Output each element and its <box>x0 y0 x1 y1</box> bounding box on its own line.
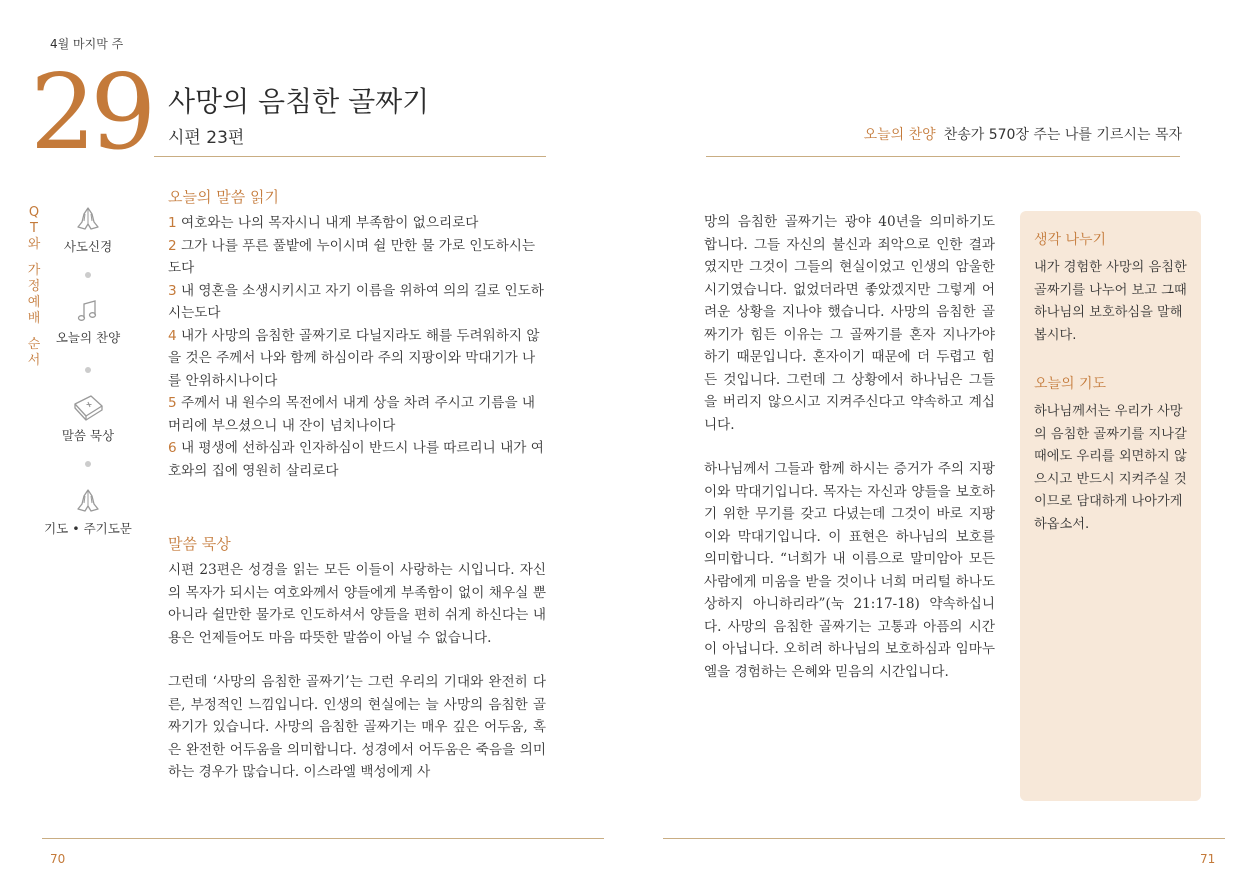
verse-number: 2 <box>168 237 177 254</box>
vertical-char: 배 <box>27 311 41 326</box>
meditation-paragraph: 망의 음침한 골짜기는 광야 40년을 의미하기도 합니다. 그들 자신의 불신과 죄악으로 인한 결과였지만 그것이 그들의 현실이었고 인생의 암울한 시기였습니다. 없었더라면 좋았겠지만 그렇게 어려운 상황을 지나야 했습니다. 사망의 음침한 골짜기가 힘든 이유는 그 골짜기를 혼자 지나가야 하기 때문입니다. 혼자이기 때문에 더 두렵고 힘든 것입니다. 그런데 그 상황에서 하나님은 그들을 버리지 않으시고 지켜주신다고 약속하고 계십니다. <box>704 214 995 433</box>
verse-number: 3 <box>168 282 177 299</box>
verse <box>168 280 548 325</box>
verse-number: 1 <box>168 215 177 231</box>
verse-text: 그가 나를 푸른 풀밭에 누이시며 쉴 만한 물 가로 인도하시는도다 <box>168 237 536 276</box>
sidebar-dot <box>85 272 91 278</box>
header-divider-right <box>706 156 1180 157</box>
verse-number: 5 <box>168 395 177 411</box>
verse-text: 내 평생에 선하심과 인자하심이 반드시 나를 따르리니 내가 여호와의 집에 영원히 살리로다 <box>168 440 544 479</box>
verse <box>168 392 548 437</box>
verse <box>168 437 548 482</box>
week-label: 4월 마지막 주 <box>50 37 124 51</box>
music-note-icon <box>73 298 103 324</box>
meditation-text-right <box>704 211 995 705</box>
vertical-char: 서 <box>27 353 41 368</box>
hymn-text: 찬송가 570장 주는 나를 기르시는 목자 <box>943 127 1182 143</box>
sidebar-item-meditation <box>43 392 133 444</box>
vertical-char: T <box>30 221 38 236</box>
prayer-heading: 오늘의 기도 <box>1034 376 1107 392</box>
sidebar-item-label: 오늘의 찬양 <box>55 330 121 345</box>
verse-text: 내가 사망의 음침한 골짜기로 다닐지라도 해를 두려워하지 않을 것은 주께서 나와 함께 하심이라 주의 지팡이와 막대기가 나를 안위하시나이다 <box>168 327 540 389</box>
sidebar-item-todays-hymn <box>43 298 133 346</box>
verse <box>168 212 548 235</box>
footer-divider-left <box>42 838 604 839</box>
discussion-panel <box>1020 211 1201 801</box>
meditation-text-left <box>168 559 546 806</box>
sidebar-item-label: 기도 • 주기도문 <box>44 521 132 536</box>
vertical-char: 가 <box>27 263 41 278</box>
vertical-char: 예 <box>27 295 41 310</box>
sidebar-item-label: 사도신경 <box>63 239 113 254</box>
footer-divider-right <box>663 838 1225 839</box>
vertical-char: 순 <box>27 337 41 352</box>
sidebar-item-apostles-creed <box>43 205 133 255</box>
header-divider-left <box>154 156 546 157</box>
vertical-char: 와 <box>27 237 41 252</box>
page-number-left: 70 <box>50 852 66 866</box>
share-heading: 생각 나누기 <box>1034 232 1107 248</box>
sidebar-item-label: 말씀 묵상 <box>61 428 115 443</box>
scripture-reference: 시편 23편 <box>168 128 245 148</box>
praying-hands-icon <box>73 487 103 515</box>
verse-text: 내 영혼을 소생시키시고 자기 이름을 위하여 의의 길로 인도하시는도다 <box>168 282 544 321</box>
scripture-verses <box>168 212 548 482</box>
sidebar-item-prayer <box>43 487 133 537</box>
meditation-paragraph: 그런데 ‘사망의 음침한 골짜기’는 그런 우리의 기대와 완전히 다른, 부정적인 느낌입니다. 인생의 현실에는 늘 사망의 음침한 골짜기가 있습니다. 사망의 음침한 골짜기는 매우 깊은 어두움, 혹은 완전한 어두움을 의미합니다. 성경에서 어두움은 죽음을 의미하는 경우가 많습니다. 이스라엘 백성에게 사 <box>168 674 546 780</box>
sidebar-dot <box>85 367 91 373</box>
prayer-text: 하나님께서는 우리가 사망의 음침한 골짜기를 지나갈 때에도 우리를 외면하지 않으시고 반드시 지켜주실 것이므로 담대하게 나아가게 하옵소서. <box>1034 404 1187 532</box>
meditation-paragraph: 하나님께서 그들과 함께 하시는 증거가 주의 지팡이와 막대기입니다. 목자는 자신과 양들을 보호하기 위한 무기를 갖고 다녔는데 그것이 바로 지팡이와 막대기입니다. 이 표현은 하나님의 보호를 의미합니다. “너희가 내 이름으로 말미암아 모든 사람에게 미움을 받을 것이나 너희 머리털 하나도 상하지 아니하리라”(눅 21:17-18) 약속하십니다. 사망의 음침한 골짜기는 고통과 아픔의 시간이 아닙니다. 오히려 하나님의 보호하심과 임마누엘을 경험하는 은혜와 믿음의 시간입니다. <box>704 461 995 680</box>
page-title: 사망의 음침한 골짜기 <box>168 85 430 118</box>
verse-number: 6 <box>168 440 177 456</box>
reading-heading: 오늘의 말씀 읽기 <box>168 188 279 206</box>
verse-text: 여호와는 나의 목자시니 내게 부족함이 없으리로다 <box>176 215 479 231</box>
meditation-heading: 말씀 묵상 <box>168 535 231 553</box>
vertical-char: Q <box>28 205 40 220</box>
verse <box>168 325 548 393</box>
hymn-label: 오늘의 찬양 <box>863 127 936 143</box>
vertical-section-title <box>26 205 42 369</box>
day-number: 29 <box>30 51 151 173</box>
praying-hands-icon <box>73 205 103 233</box>
meditation-paragraph: 시편 23편은 성경을 읽는 모든 이들이 사랑하는 시입니다. 자신의 목자가 되시는 여호와께서 양들에게 부족함이 없이 채우실 뿐 아니라 쉴만한 물가로 인도하셔서 양들을 편히 쉬게 하신다는 내용은 언제들어도 마음 따뜻한 말씀이 아닐 수 없습니다. <box>168 562 546 646</box>
todays-hymn <box>706 124 1182 144</box>
bible-icon <box>71 392 105 422</box>
verse-text: 주께서 내 원수의 목전에서 내게 상을 차려 주시고 기름을 내 머리에 부으셨으니 내 잔이 넘치나이다 <box>168 395 536 434</box>
vertical-char: 정 <box>27 279 41 294</box>
verse <box>168 235 548 280</box>
verse-number: 4 <box>168 327 177 344</box>
sidebar-dot <box>85 461 91 467</box>
page-number-right: 71 <box>1200 852 1216 866</box>
share-text: 내가 경험한 사망의 음침한 골짜기를 나누어 보고 그때 하나님의 보호하심을 말해 봅시다. <box>1034 260 1187 343</box>
